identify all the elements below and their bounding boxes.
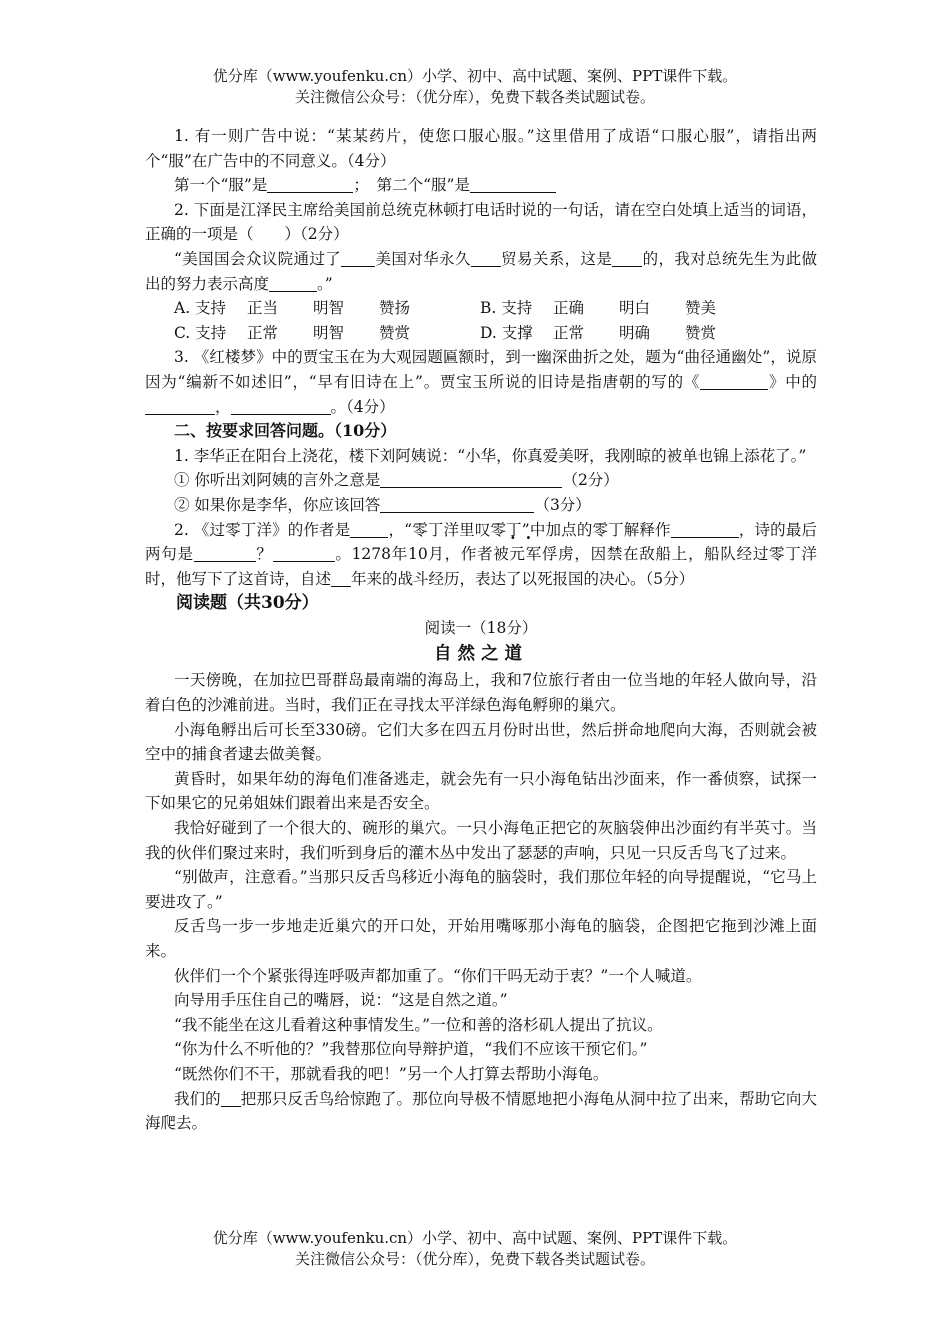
article-paragraph: 小海龟孵出后可长至330磅。它们大多在四五月份时出世，然后拼命地爬向大海，否则就会被空中的捕食者逮去做美餐。 xyxy=(145,720,817,764)
header-line-1: 优分库（www.youfenku.cn）小学、初中、高中试题、案例、PPT课件下载。 xyxy=(212,67,738,85)
footer-line-2: 关注微信公众号：（优分库），免费下载各类试题试卷。 xyxy=(294,1250,655,1268)
option-word: 赞扬 xyxy=(379,299,411,318)
question-text: 2. 《过零丁洋》的作者是 xyxy=(174,520,351,539)
article-paragraph: 黄昏时，如果年幼的海龟们准备逃走，就会先有一只小海龟钻出沙面来，作一番侦察，试探一下如果它的兄弟姐妹们跟着出来是否安全。 xyxy=(145,769,817,813)
footer-line-1: 优分库（www.youfenku.cn）小学、初中、高中试题、案例、PPT课件下载。 xyxy=(212,1229,738,1247)
options-row-ab xyxy=(145,296,817,321)
article-paragraph: 伙伴们一个个紧张得连呼吸声都加重了。“你们干吗无动于衷？”一个人喊道。 xyxy=(174,966,702,985)
dotted-char: 零 xyxy=(490,520,507,539)
document-body xyxy=(145,124,817,1136)
fill-label-b: ； 第二个“服”是 xyxy=(353,176,470,195)
fill-label-a: 第一个“服”是 xyxy=(174,176,268,195)
answer-blank[interactable] xyxy=(273,543,335,562)
option-word: 正常 xyxy=(247,323,279,342)
page-footer xyxy=(0,1228,950,1270)
article-paragraph: “我不能坐在这儿看着这种事情发生。”一位和善的洛杉矶人提出了抗议。 xyxy=(174,1015,663,1034)
article-paragraph-last xyxy=(145,1087,817,1136)
answer-blank[interactable] xyxy=(221,1088,241,1107)
option-word: 赞赏 xyxy=(685,323,717,342)
answer-blank[interactable] xyxy=(350,519,388,538)
option-word: 正确 xyxy=(553,299,585,318)
reading-subtitle: 阅读一（18分） xyxy=(424,618,538,637)
question-text: 。1278年10月，作者被元军俘虏，因禁在敌船上，船队经过零丁洋时，他写下了这首诗，自述 xyxy=(145,545,817,588)
paragraph-text: 我们的 xyxy=(174,1089,221,1108)
answer-blank[interactable] xyxy=(194,543,256,562)
article-paragraph: 一天傍晚，在加拉巴哥群岛最南端的海岛上，我和7位旅行者由一位当地的年轻人做向导，沿着白色的沙滩前进。当时，我们正在寻找太平洋绿色海龟孵卵的巢穴。 xyxy=(145,671,817,715)
question-text: ”中加点的零丁解释作 xyxy=(521,520,671,539)
page-header xyxy=(0,66,950,108)
option-word: 明白 xyxy=(619,299,651,318)
option-word: 明智 xyxy=(313,299,345,318)
section-2-title: 二、按要求回答问题。（10分） xyxy=(174,421,397,441)
header-line-2: 关注微信公众号：（优分库），免费下载各类试题试卷。 xyxy=(294,88,655,106)
answer-blank[interactable] xyxy=(380,494,534,513)
option-d[interactable]: D. 支撑 xyxy=(480,323,533,342)
question-text: ，诗的最后两句是 xyxy=(145,520,817,564)
option-word: 正当 xyxy=(247,299,279,318)
option-word: 明智 xyxy=(313,323,345,342)
quote-text: 的，我对总统先生为此做出的努力表示高度 xyxy=(145,249,817,293)
article-paragraph: “既然你们不干，那就看我的吧！”另一个人打算去帮助小海龟。 xyxy=(174,1064,609,1083)
question-1: 1. 有一则广告中说：“某某药片，使您口服心服。”这里借用了成语“口服心服”，请指出两个“服”在广告中的不同意义。（4分） xyxy=(145,127,817,170)
answer-blank[interactable] xyxy=(341,248,375,267)
quote-text: 美国对华永久 xyxy=(375,249,471,268)
question-text: ， xyxy=(215,397,231,416)
question-2-quote xyxy=(145,247,817,296)
paragraph-text: 把那只反舌鸟给惊跑了。那位向导极不情愿地把小海龟从洞中拉了出来，帮助它向大海爬去。 xyxy=(145,1089,817,1133)
section-2-q1-b xyxy=(145,493,817,518)
section-2-q1-a xyxy=(145,468,817,493)
score-text: （3分） xyxy=(534,495,591,514)
question-text: ① 你听出刘阿姨的言外之意是 xyxy=(174,471,381,490)
option-word: 赞美 xyxy=(685,299,717,318)
question-1-fill xyxy=(145,173,817,198)
section-2-question-2 xyxy=(145,518,817,592)
quote-text: 贸易关系，这是 xyxy=(500,249,613,268)
article-paragraph: “别做声，注意看。”当那只反舌鸟移近小海龟的脑袋时，我们那位年轻的向导提醒说，“它马上要进攻了。” xyxy=(145,868,817,911)
option-a[interactable]: A. 支持 xyxy=(174,299,227,318)
question-text: ② 如果你是李华，你应该回答 xyxy=(174,495,381,514)
article-paragraph: 反舌鸟一步一步地走近巢穴的开口处，开始用嘴啄那小海龟的脑袋，企图把它拖到沙滩上面来。 xyxy=(145,917,817,960)
answer-blank[interactable] xyxy=(700,371,768,390)
question-text: ，“零丁洋里叹 xyxy=(388,520,491,539)
answer-blank[interactable] xyxy=(331,568,351,587)
answer-blank[interactable] xyxy=(269,273,317,292)
question-text: 。（4分） xyxy=(330,397,395,416)
option-b[interactable]: B. 支持 xyxy=(480,299,533,318)
answer-blank[interactable] xyxy=(470,174,556,193)
question-text: ？ xyxy=(255,545,273,564)
answer-blank[interactable] xyxy=(671,519,739,538)
section-2-question-1: 1. 李华正在阳台上浇花，楼下刘阿姨说：“小华，你真爱美呀，我刚晾的被单也锦上添花了。” xyxy=(174,446,807,465)
question-text: 年来的战斗经历，表达了以死报国的决心。（5分） xyxy=(351,569,695,588)
answer-blank[interactable] xyxy=(471,248,501,267)
article-title: 自然之道 xyxy=(434,644,528,665)
option-c[interactable]: C. 支持 xyxy=(174,323,227,342)
article-paragraph: “你为什么不听他的？”我替那位向导辩护道，“我们不应该干预它们。” xyxy=(174,1040,648,1059)
reading-section-title: 阅读题（共30分） xyxy=(176,593,319,614)
quote-text: “美国国会众议院通过了 xyxy=(174,249,342,268)
quote-text: 。” xyxy=(317,274,333,293)
question-3 xyxy=(145,345,817,419)
options-row-cd xyxy=(145,321,817,346)
option-word: 赞赏 xyxy=(379,323,411,342)
question-text: 》中的 xyxy=(768,372,817,391)
option-word: 明确 xyxy=(619,323,651,342)
answer-blank[interactable] xyxy=(380,469,562,488)
answer-blank[interactable] xyxy=(231,396,331,415)
article-paragraph: 向导用手压住自己的嘴唇，说：“这是自然之道。” xyxy=(174,991,508,1010)
question-2: 2. 下面是江泽民主席给美国前总统克林顿打电话时说的一句话，请在空白处填上适当的词语，正确的一项是（ ）（2分） xyxy=(145,200,817,244)
article-paragraph: 我恰好碰到了一个很大的、碗形的巢穴。一只小海龟正把它的灰脑袋伸出沙面约有半英寸。当我的伙伴们聚过来时，我们听到身后的灌木丛中发出了瑟瑟的声响，只见一只反舌鸟飞了过来。 xyxy=(145,819,817,862)
answer-blank[interactable] xyxy=(267,174,353,193)
question-text: 3. 《红楼梦》中的贾宝玉在为大观园题匾额时，到一幽深曲折之处，题为“曲径通幽处”，说原因为“编新不如述旧”，“早有旧诗在上”。贾宝玉所说的旧诗是指唐朝的写的《 xyxy=(145,348,817,391)
option-word: 正常 xyxy=(553,323,585,342)
answer-blank[interactable] xyxy=(612,248,642,267)
score-text: （2分） xyxy=(562,471,619,490)
dotted-char: 丁 xyxy=(506,520,522,539)
answer-blank[interactable] xyxy=(145,396,215,415)
